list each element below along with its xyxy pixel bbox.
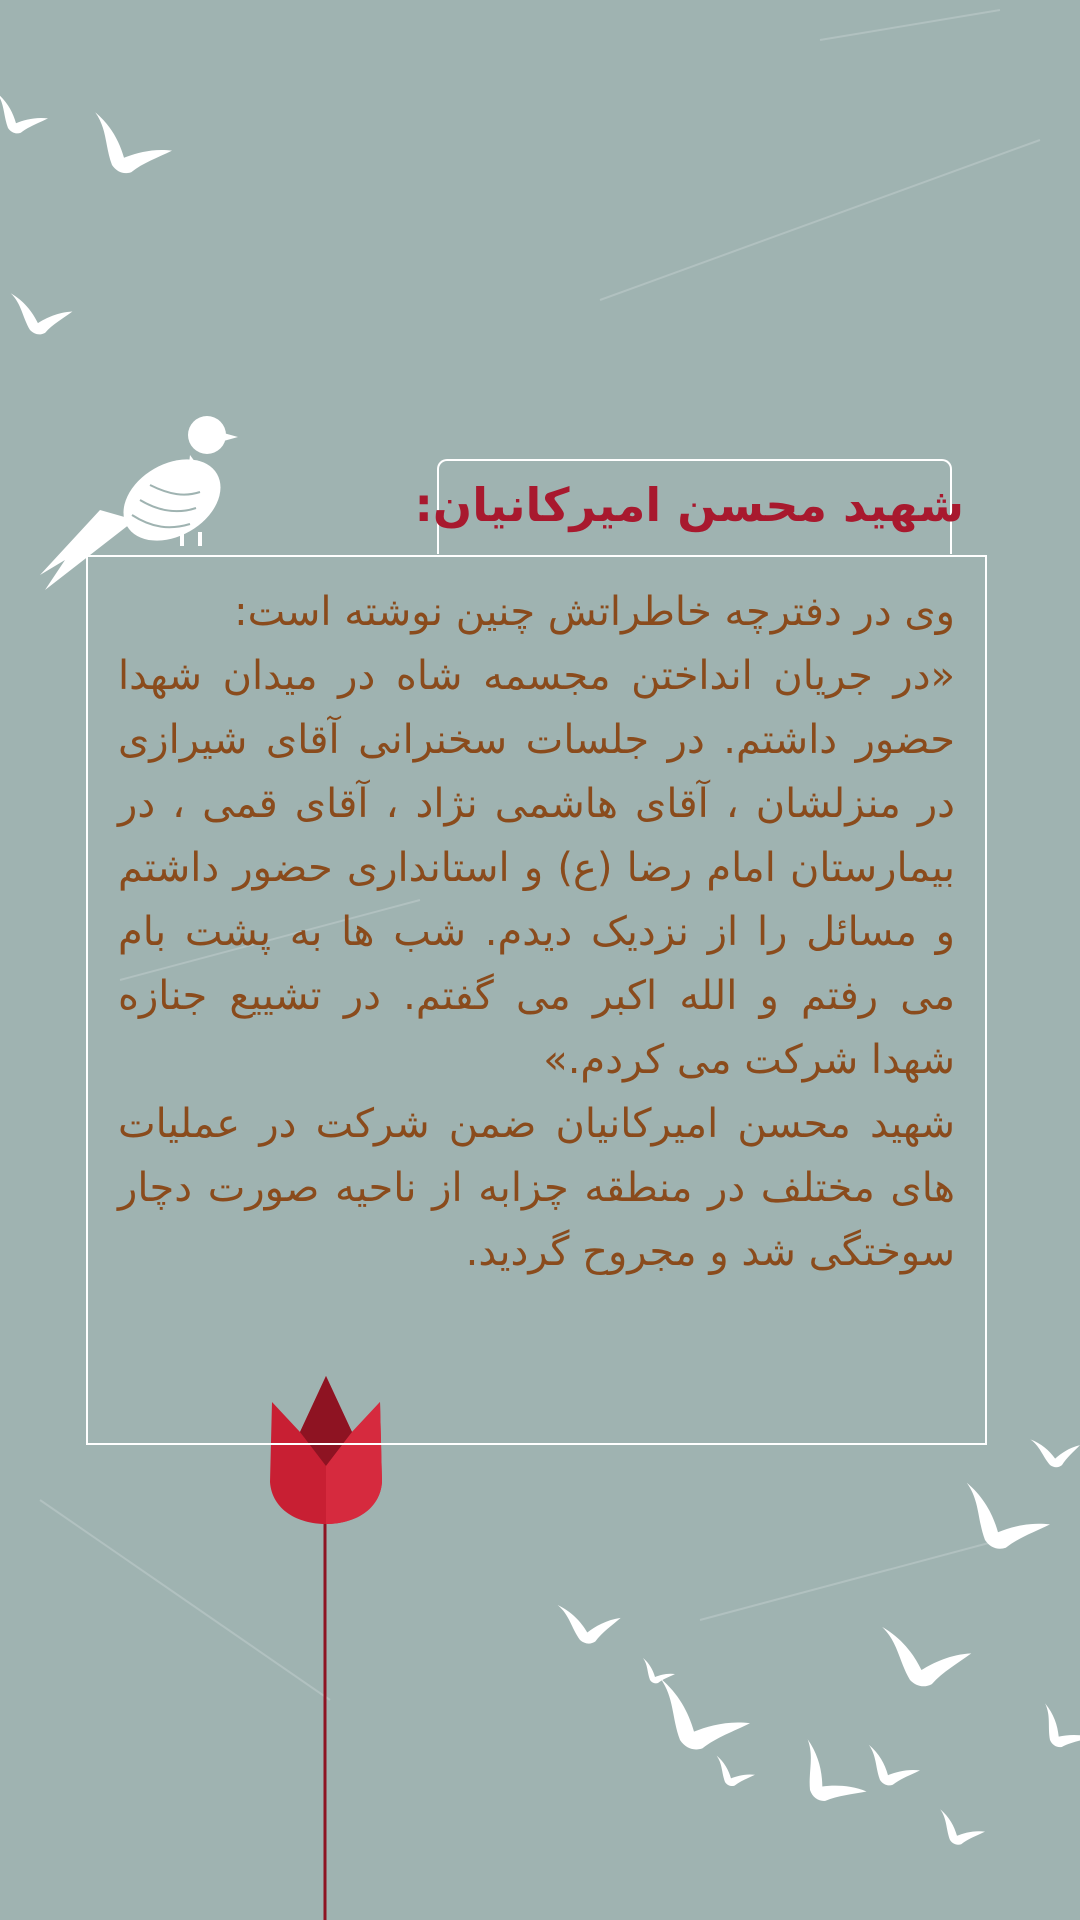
memoir-closing: شهید محسن امیرکانیان ضمن شرکت در عملیات های مختلف در منطقه چزابه از ناحیه صورت دچار سوختگی شد و مجروح گردید. (118, 1101, 955, 1275)
memoir-text (118, 580, 955, 1284)
memoir-intro: وی در دفترچه خاطراتش چنین نوشته است: (234, 589, 955, 635)
tulip-icon (270, 1376, 382, 1920)
bird-flock-icon (0, 93, 172, 338)
page-title: شهید محسن امیرکانیان: (414, 478, 964, 532)
memoir-quote: «در جریان انداختن مجسمه شاه در میدان شهدا حضور داشتم. در جلسات سخنرانی آقای شیرازی در منزلشان ، آقای هاشمی نژاد ، آقای قمی ، در بیمارستان امام رضا (ع) و استانداری حضور داشتم و مسائل را از نزدیک دیدم. شب ها به پشت بام می رفتم و الله اکبر می گفتم. در تشییع جنازه شهدا شرکت می کردم.» (118, 653, 955, 1083)
bird-flock-icon (558, 1424, 1080, 1845)
